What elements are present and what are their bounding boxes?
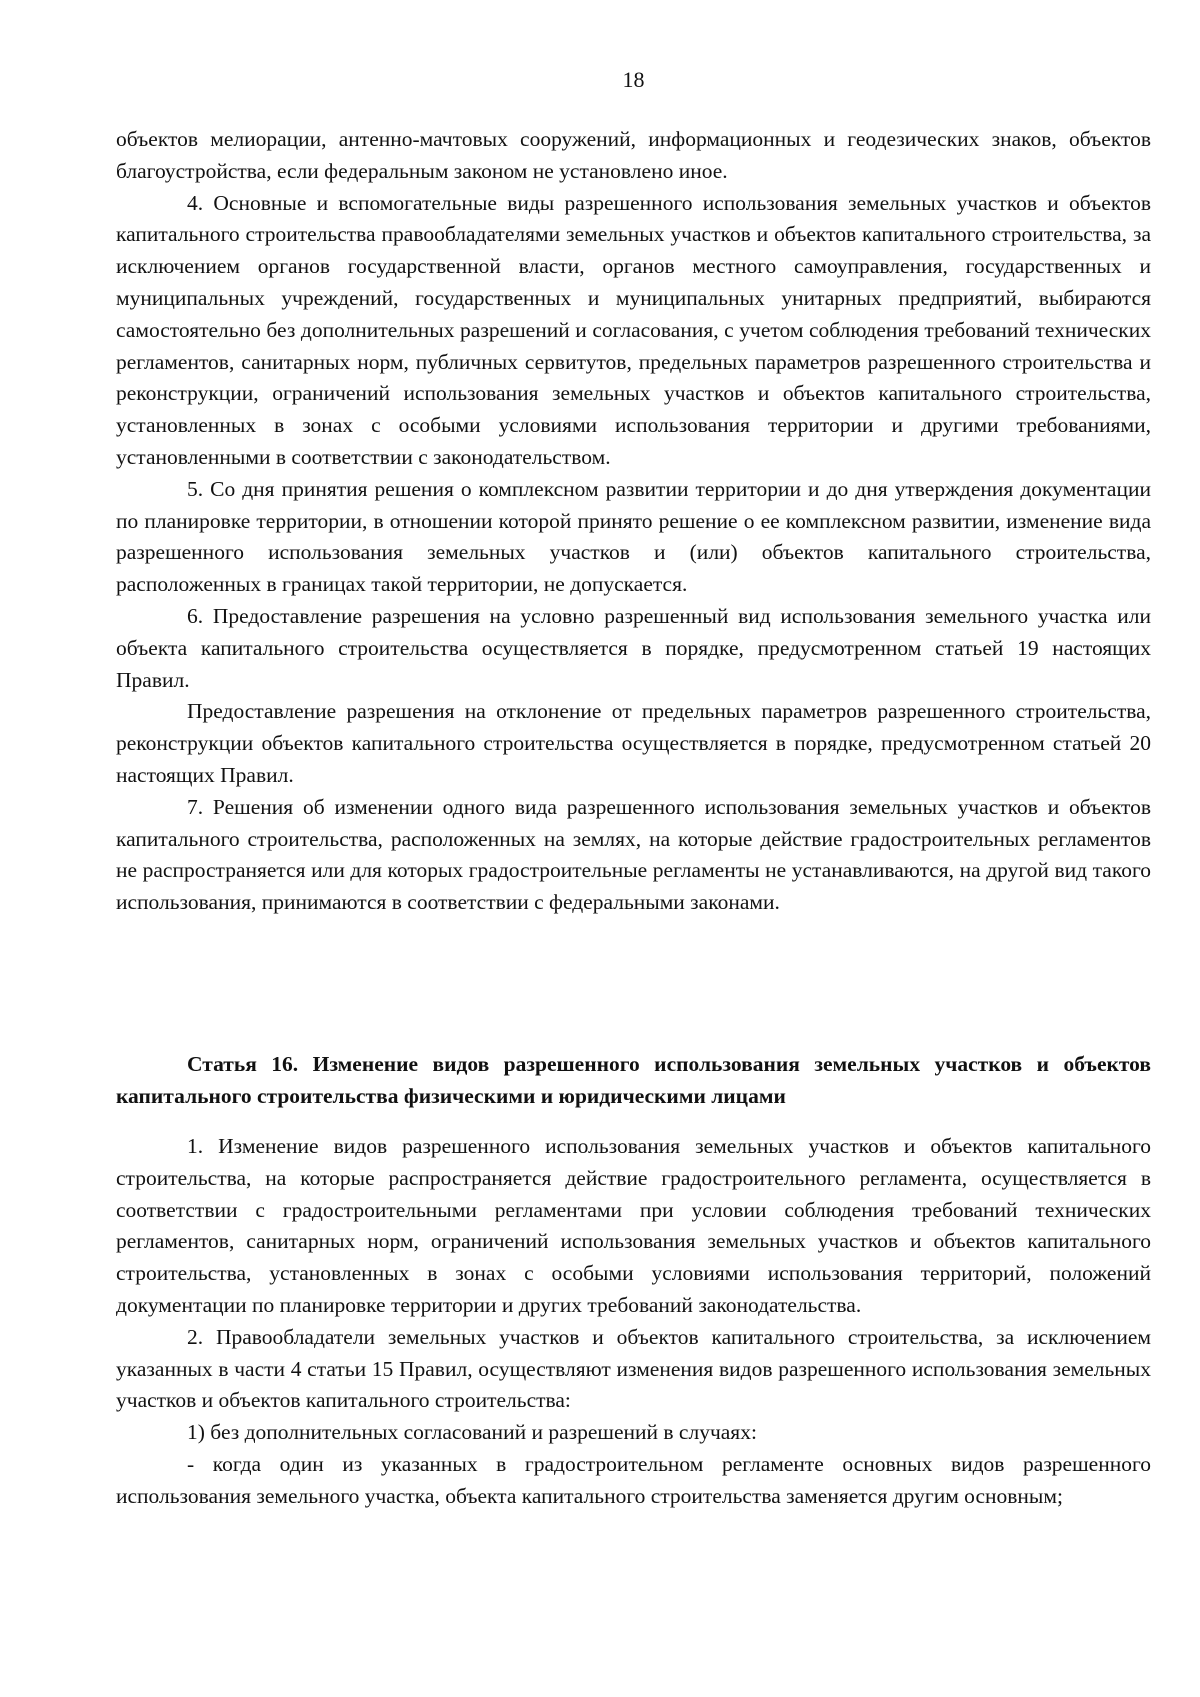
article-subitem-1: 1) без дополнительных согласований и разрешений в случаях: <box>187 1420 757 1445</box>
paragraph-item-6: 6. Предоставление разрешения на условно разрешенный вид использования земельного участка или объекта капитального строительства осуществляется в порядке, предусмотренном статьей 19 настоящих Правил. <box>116 603 1151 692</box>
article-16-heading: Статья 16. Изменение видов разрешенного использования земельных участков и объектов капитального строительства физическими и юридическими лицами <box>116 1052 1151 1108</box>
article-16-body <box>116 1131 1151 1513</box>
paragraph-continuation: объектов мелиорации, антенно-мачтовых сооружений, информационных и геодезических знаков, объектов благоустройства, если федеральным законом не установлено иное. <box>116 127 1151 183</box>
paragraph-item-7: 7. Решения об изменении одного вида разрешенного использования земельных участков и объектов капитального строительства, расположенных на землях, на которые действие градостроительных регламентов не распространяется или для которых градостроительные регламенты не устанавливаются, на другой вид такого использования, принимаются в соответствии с федеральными законами. <box>116 794 1151 915</box>
paragraph-item-6-deviation: Предоставление разрешения на отклонение от предельных параметров разрешенного строительства, реконструкции объектов капитального строительства осуществляется в порядке, предусмотренном статьей 20 настоящих Правил. <box>116 699 1151 787</box>
body-text-top <box>116 124 1151 919</box>
article-paragraph-1: 1. Изменение видов разрешенного использования земельных участков и объектов капитального строительства, на которые распространяется действие градостроительного регламента, осуществляется в соответствии с градостроительными регламентами при условии соблюдения требований технических регламентов, санитарных норм, ограничений использования земельных участков и объектов капитального строительства, установленных в зонах с особыми условиями использования территорий, положений документации по планировке территории и других требований законодательства. <box>116 1134 1151 1317</box>
paragraph-item-5: 5. Со дня принятия решения о комплексном развитии территории и до дня утверждения документации по планировке территории, в отношении которой принято решение о ее комплексном развитии, изменение вида разрешенного использования земельных участков и (или) объектов капитального строительства, расположенных в границах такой территории, не допускается. <box>116 476 1151 597</box>
article-paragraph-2: 2. Правообладатели земельных участков и объектов капитального строительства, за исключением указанных в части 4 статьи 15 Правил, осуществляют изменения видов разрешенного использования земельных участков и объектов капитального строительства: <box>116 1324 1151 1413</box>
paragraph-item-4: 4. Основные и вспомогательные виды разрешенного использования земельных участков и объектов капитального строительства правообладателями земельных участков и объектов капитального строительства, за исключением органов государственной власти, органов местного самоуправления, государственных и муниципальных учреждений, государственных и муниципальных унитарных предприятий, выбираются самостоятельно без дополнительных разрешений и согласования, с учетом соблюдения требований технических регламентов, санитарных норм, публичных сервитутов, предельных параметров разрешенного строительства и реконструкции, ограничений использования земельных участков и объектов капитального строительства, установленных в зонах с особыми условиями использования территории и другими требованиями, установленными в соответствии с законодательством. <box>116 190 1151 469</box>
page-number: 18 <box>622 67 645 92</box>
article-dash-item: - когда один из указанных в градостроительном регламенте основных видов разрешенного использования земельного участка, объекта капитального строительства заменяется другим основным; <box>116 1451 1151 1508</box>
